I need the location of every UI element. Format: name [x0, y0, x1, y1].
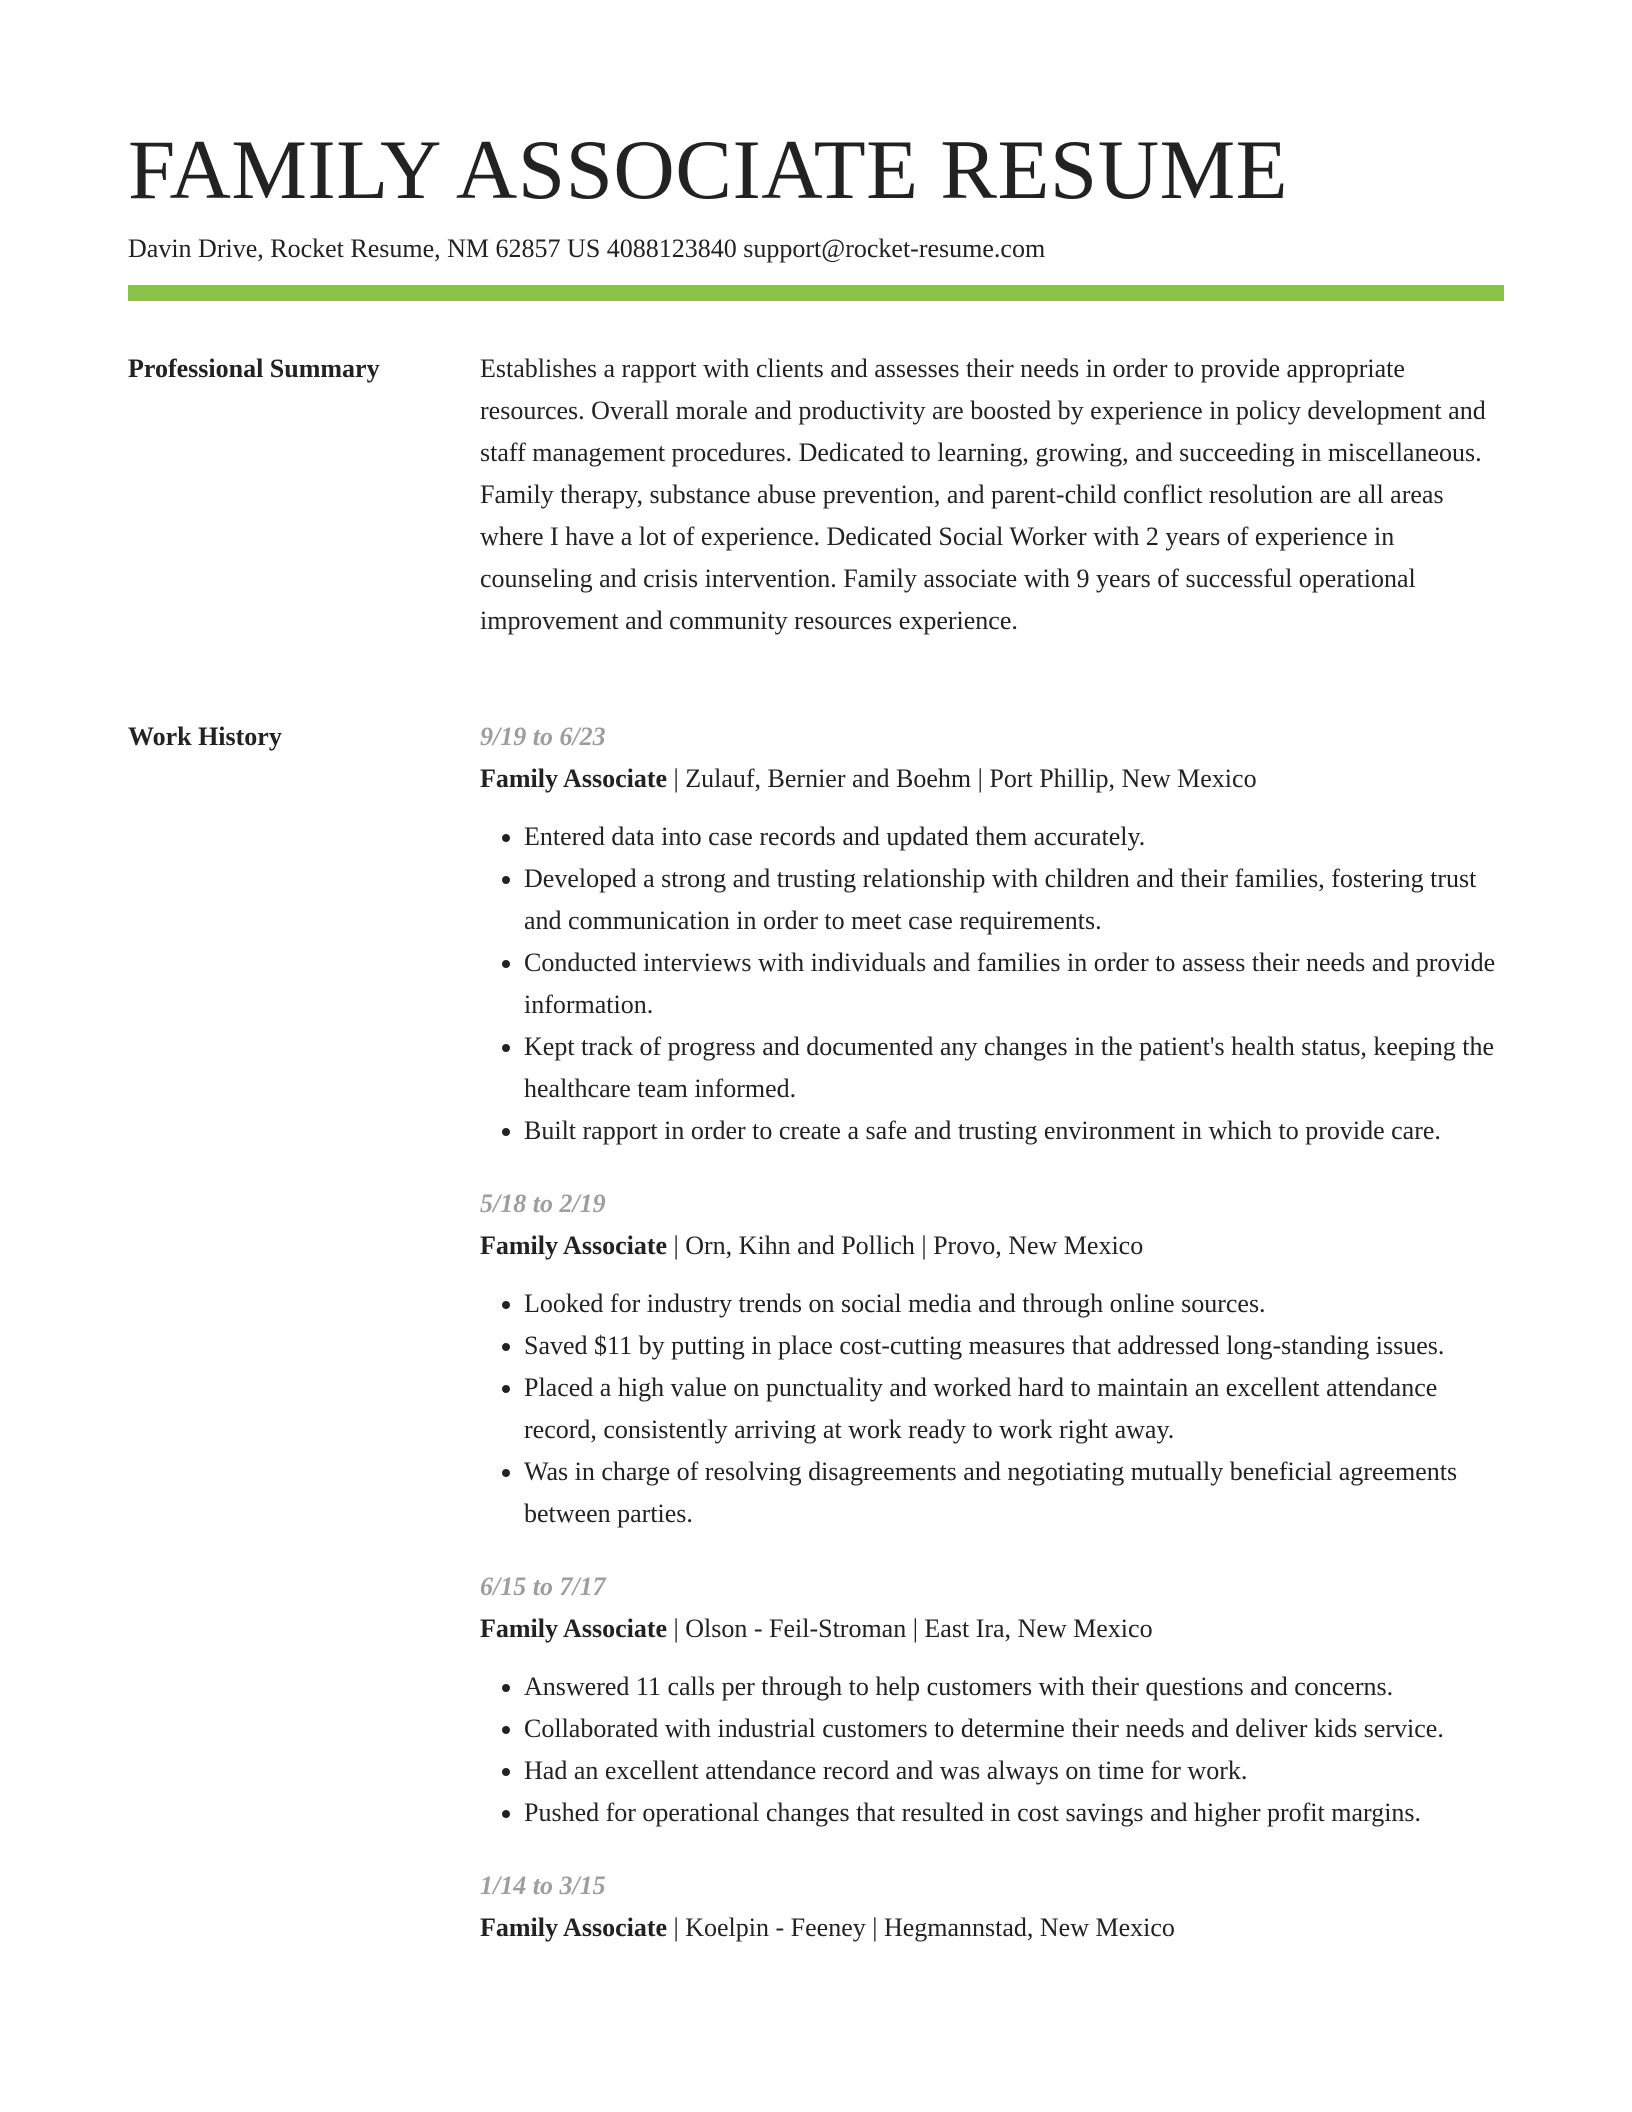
job-bullet-list — [480, 1666, 1504, 1834]
work-history-body — [480, 716, 1504, 1980]
summary-text: Establishes a rapport with clients and assesses their needs in order to provide appropriate resources. Overall morale and productivity are boosted by experience in policy development and staff management procedures. Dedicated to learning, growing, and succeeding in miscellaneous. Family therapy, substance abuse prevention, and parent-child conflict resolution are all areas where I have a lot of experience. Dedicated Social Worker with 2 years of experience in counseling and crisis intervention. Family associate with 9 years of successful operational improvement and community resources experience. — [480, 354, 1486, 635]
section-label-work-history: Work History — [128, 722, 282, 751]
job-entry — [480, 1183, 1504, 1535]
job-bullet: • Looked for industry trends on social media and through online sources. — [524, 1283, 1504, 1325]
job-entry — [480, 1865, 1504, 1949]
job-header — [480, 1907, 1504, 1949]
job-entry — [480, 1566, 1504, 1834]
job-bullet: • Collaborated with industrial customers to determine their needs and deliver kids service. — [524, 1708, 1504, 1750]
section-label-professional-summary: Professional Summary — [128, 354, 380, 383]
job-entry — [480, 716, 1504, 1152]
job-header — [480, 758, 1504, 800]
job-employer-location: | Olson - Feil-Stroman | East Ira, New Mexico — [667, 1614, 1153, 1643]
job-dates: 1/14 to 3/15 — [480, 1871, 606, 1900]
job-employer-location: | Koelpin - Feeney | Hegmannstad, New Mexico — [667, 1913, 1175, 1942]
job-bullet: • Had an excellent attendance record and was always on time for work. — [524, 1750, 1504, 1792]
job-bullet: • Was in charge of resolving disagreements and negotiating mutually beneficial agreements between parties. — [524, 1451, 1504, 1535]
job-title: Family Associate — [480, 1913, 668, 1942]
job-bullet-list — [480, 816, 1504, 1152]
job-bullet: • Kept track of progress and documented any changes in the patient's health status, keeping the healthcare team informed. — [524, 1026, 1504, 1110]
summary-body — [480, 348, 1504, 642]
job-dates: 5/18 to 2/19 — [480, 1189, 606, 1218]
job-employer-location: | Zulauf, Bernier and Boehm | Port Phillip, New Mexico — [667, 764, 1257, 793]
resume-title: FAMILY ASSOCIATE RESUME — [128, 123, 1289, 217]
job-header — [480, 1225, 1504, 1267]
job-bullet-list — [480, 1283, 1504, 1535]
job-employer-location: | Orn, Kihn and Pollich | Provo, New Mexico — [667, 1231, 1144, 1260]
header-divider — [128, 285, 1504, 301]
job-bullet: • Saved $11 by putting in place cost-cutting measures that addressed long-standing issues. — [524, 1325, 1504, 1367]
contact-line: Davin Drive, Rocket Resume, NM 62857 US 4088123840 support@rocket-resume.com — [128, 234, 1046, 263]
job-bullet: • Answered 11 calls per through to help customers with their questions and concerns. — [524, 1666, 1504, 1708]
job-title: Family Associate — [480, 764, 668, 793]
job-title: Family Associate — [480, 1231, 668, 1260]
job-dates: 9/19 to 6/23 — [480, 722, 606, 751]
job-bullet: • Conducted interviews with individuals and families in order to assess their needs and provide information. — [524, 942, 1504, 1026]
job-bullet: • Developed a strong and trusting relationship with children and their families, fostering trust and communication in order to meet case requirements. — [524, 858, 1504, 942]
job-bullet: • Built rapport in order to create a safe and trusting environment in which to provide care. — [524, 1110, 1504, 1152]
job-header — [480, 1608, 1504, 1650]
job-dates: 6/15 to 7/17 — [480, 1572, 606, 1601]
job-title: Family Associate — [480, 1614, 668, 1643]
job-bullet: • Entered data into case records and updated them accurately. — [524, 816, 1504, 858]
job-bullet: • Pushed for operational changes that resulted in cost savings and higher profit margins. — [524, 1792, 1504, 1834]
job-bullet: • Placed a high value on punctuality and worked hard to maintain an excellent attendance record, consistently arriving at work ready to work right away. — [524, 1367, 1504, 1451]
